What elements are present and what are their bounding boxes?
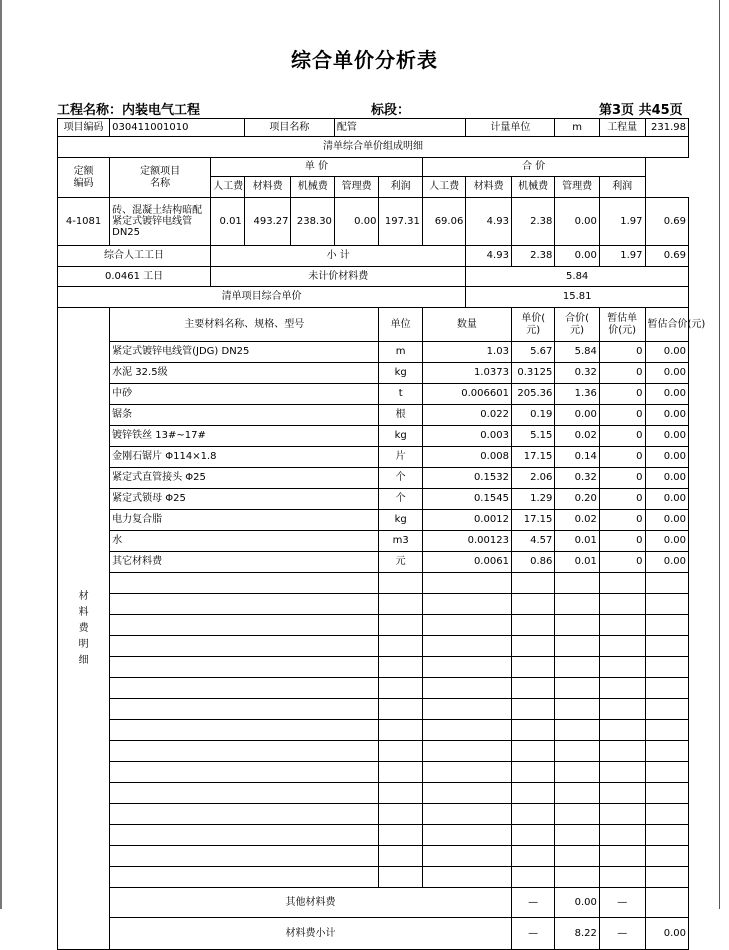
material-est-price: 0 [599,510,645,531]
total-price-machine: 0.00 [555,198,600,246]
material-est-price: 0 [599,342,645,363]
subtotal-profit: 0.69 [645,246,689,267]
material-price: 205.36 [511,384,554,405]
other-material-row [58,888,689,918]
empty-row [58,867,689,888]
material-row [58,468,689,489]
material-subtotal-est-price: — [599,918,645,950]
material-name: 紧定式镀锌电线管(JDG) DN25 [110,342,379,363]
project-name-line [57,99,200,118]
subtotal-machine: 0.00 [555,246,600,267]
material-est-price: 0 [599,552,645,573]
material-name: 其它材料费 [110,552,379,573]
material-name: 中砂 [110,384,379,405]
material-price: 5.15 [511,426,554,447]
empty-row [58,846,689,867]
material-total: 0.32 [555,468,600,489]
material-name: 锯条 [110,405,379,426]
material-price: 5.67 [511,342,554,363]
subtotal-label: 小 计 [211,246,466,267]
material-row [58,384,689,405]
empty-row [58,678,689,699]
section-label: 标段： [371,103,411,118]
unit-label: 计量单位 [466,119,555,137]
unit-price-management: 197.31 [379,198,422,246]
page-info: 第3页 共45页 [599,103,683,118]
page-right-edge [719,0,720,909]
quota-row [58,198,689,246]
h-material-est-total: 暂估合价(元) [645,308,689,342]
material-price: 2.06 [511,468,554,489]
material-est-total: 0.00 [645,510,689,531]
material-total: 0.20 [555,489,600,510]
h-sub-material-total: 材料费 [466,177,512,198]
other-material-total: 0.00 [555,888,600,918]
unit-price-machine: 0.00 [334,198,379,246]
material-subtotal-total: 8.22 [555,918,600,950]
material-row [58,531,689,552]
material-name: 镀锌铁丝 13#~17# [110,426,379,447]
quota-qty: 0.01 [211,198,245,246]
material-unit: 片 [379,447,422,468]
material-unit: kg [379,426,422,447]
h-sub-machine: 机械费 [291,177,334,198]
composition-header-row1 [58,158,689,177]
material-unit: 个 [379,489,422,510]
total-price-management: 1.97 [599,198,645,246]
empty-row [58,573,689,594]
material-subtotal-row [58,918,689,950]
material-subtotal-est-total: 0.00 [645,918,689,950]
subtotal-management: 1.97 [599,246,645,267]
material-qty: 0.0061 [422,552,511,573]
material-est-price: 0 [599,405,645,426]
material-name: 水 [110,531,379,552]
material-qty: 0.1532 [422,468,511,489]
h-sub-profit-total: 利润 [599,177,645,198]
material-total: 0.32 [555,363,600,384]
material-unit: 个 [379,468,422,489]
h-quota-name: 定额项目 名称 [110,158,211,198]
empty-row [58,762,689,783]
h-unit-price: 单 价 [211,158,423,177]
other-material-est-price: — [599,888,645,918]
empty-row [58,741,689,762]
labor-day-value: 0.0461 工日 [58,267,211,287]
analysis-table [57,118,706,950]
material-est-price: 0 [599,468,645,489]
unpriced-label: 未计价材料费 [211,267,466,287]
info-row [58,119,689,137]
h-sub-labor-total: 人工费 [422,177,465,198]
unpriced-row [58,267,689,287]
material-unit: 元 [379,552,422,573]
material-est-price: 0 [599,384,645,405]
subtotal-row [58,246,689,267]
material-est-total: 0.00 [645,384,689,405]
h-material-total: 合价( 元) [555,308,600,342]
material-total: 0.02 [555,510,600,531]
material-name: 紧定式直管接头 Φ25 [110,468,379,489]
page-title: 综合单价分析表 [291,48,438,72]
empty-row [58,804,689,825]
material-price: 0.3125 [511,363,554,384]
material-unit: kg [379,363,422,384]
composition-title: 清单综合单价组成明细 [58,137,689,158]
material-qty: 0.1545 [422,489,511,510]
other-material-est-total [645,888,689,918]
unpriced-value: 5.84 [466,267,689,287]
material-qty: 0.0012 [422,510,511,531]
h-material-price: 单价( 元) [511,308,554,342]
material-unit: 根 [379,405,422,426]
total-price-labor: 4.93 [466,198,512,246]
material-qty: 0.008 [422,447,511,468]
subtotal-material: 2.38 [511,246,554,267]
other-material-label: 其他材料费 [110,888,512,918]
material-est-total: 0.00 [645,468,689,489]
empty-row [58,699,689,720]
qty-label: 工程量 [599,119,645,137]
material-est-price: 0 [599,363,645,384]
h-sub-labor: 人工费 [211,177,245,198]
unit-price-labor: 493.27 [244,198,291,246]
material-qty: 0.003 [422,426,511,447]
material-total: 0.02 [555,426,600,447]
h-sub-management: 管理费 [334,177,379,198]
unit-price-material: 238.30 [291,198,334,246]
composite-row [58,287,689,308]
material-est-total: 0.00 [645,426,689,447]
material-est-total: 0.00 [645,363,689,384]
code-value: 030411001010 [110,119,245,137]
labor-day-label: 综合人工工日 [58,246,211,267]
material-row [58,489,689,510]
total-price-material: 2.38 [511,198,554,246]
project-label: 工程名称： [57,103,123,118]
material-est-price: 0 [599,426,645,447]
empty-row [58,594,689,615]
empty-row [58,636,689,657]
material-row [58,552,689,573]
material-unit: kg [379,510,422,531]
material-price: 17.15 [511,447,554,468]
h-sub-management-total: 管理费 [555,177,600,198]
material-est-price: 0 [599,489,645,510]
material-subtotal-price: — [511,918,554,950]
name-label: 项目名称 [244,119,334,137]
material-price: 4.57 [511,531,554,552]
material-row [58,426,689,447]
material-est-total: 0.00 [645,552,689,573]
material-est-total: 0.00 [645,342,689,363]
material-row [58,510,689,531]
h-material-name: 主要材料名称、规格、型号 [110,308,379,342]
empty-row [58,825,689,846]
unit-value: m [555,119,600,137]
material-total: 5.84 [555,342,600,363]
material-est-total: 0.00 [645,489,689,510]
qty-value: 231.98 [645,119,689,137]
empty-row [58,783,689,804]
h-quota-code: 定额 编码 [58,158,110,198]
material-total: 0.14 [555,447,600,468]
material-est-price: 0 [599,531,645,552]
material-total: 0.01 [555,531,600,552]
material-price: 0.86 [511,552,554,573]
empty-row [58,720,689,741]
h-sub-material: 材料费 [244,177,291,198]
h-material-est-price: 暂估单 价(元) [599,308,645,342]
material-row [58,447,689,468]
quota-code: 4-1081 [58,198,110,246]
quota-name: 砖、混凝土结构暗配紧定式镀锌电线管DN25 [110,198,211,246]
material-name: 紧定式锁母 Φ25 [110,489,379,510]
composite-value: 15.81 [466,287,689,308]
h-material-unit: 单位 [379,308,422,342]
other-material-price: — [511,888,554,918]
material-name: 水泥 32.5级 [110,363,379,384]
materials-side-label: 材 料 费 明 细 [58,308,110,950]
h-total-price: 合 价 [422,158,645,177]
h-material-qty: 数量 [422,308,511,342]
materials-header-row [58,308,689,342]
material-qty: 1.0373 [422,363,511,384]
material-row [58,342,689,363]
material-total: 0.01 [555,552,600,573]
material-qty: 0.022 [422,405,511,426]
material-price: 0.19 [511,405,554,426]
material-est-total: 0.00 [645,447,689,468]
material-qty: 0.00123 [422,531,511,552]
material-row [58,405,689,426]
material-unit: m [379,342,422,363]
material-unit: m3 [379,531,422,552]
material-qty: 1.03 [422,342,511,363]
composite-label: 清单项目综合单价 [58,287,466,308]
material-total: 1.36 [555,384,600,405]
empty-row [58,657,689,678]
material-name: 电力复合脂 [110,510,379,531]
material-est-total: 0.00 [645,405,689,426]
material-qty: 0.006601 [422,384,511,405]
material-row [58,363,689,384]
material-subtotal-label: 材料费小计 [110,918,512,950]
material-est-price: 0 [599,447,645,468]
total-price-profit: 0.69 [645,198,689,246]
name-value: 配管 [334,119,465,137]
subtotal-labor: 4.93 [466,246,512,267]
h-sub-profit: 利润 [379,177,422,198]
material-est-total: 0.00 [645,531,689,552]
composition-title-row [58,137,689,158]
unit-price-profit: 69.06 [422,198,465,246]
page-left-edge [0,0,2,909]
material-total: 0.00 [555,405,600,426]
material-unit: t [379,384,422,405]
project-name: 内装电气工程 [122,103,201,118]
material-price: 17.15 [511,510,554,531]
h-sub-machine-total: 机械费 [511,177,554,198]
empty-row [58,615,689,636]
code-label: 项目编码 [58,119,110,137]
material-price: 1.29 [511,489,554,510]
material-name: 金刚石锯片 Φ114×1.8 [110,447,379,468]
